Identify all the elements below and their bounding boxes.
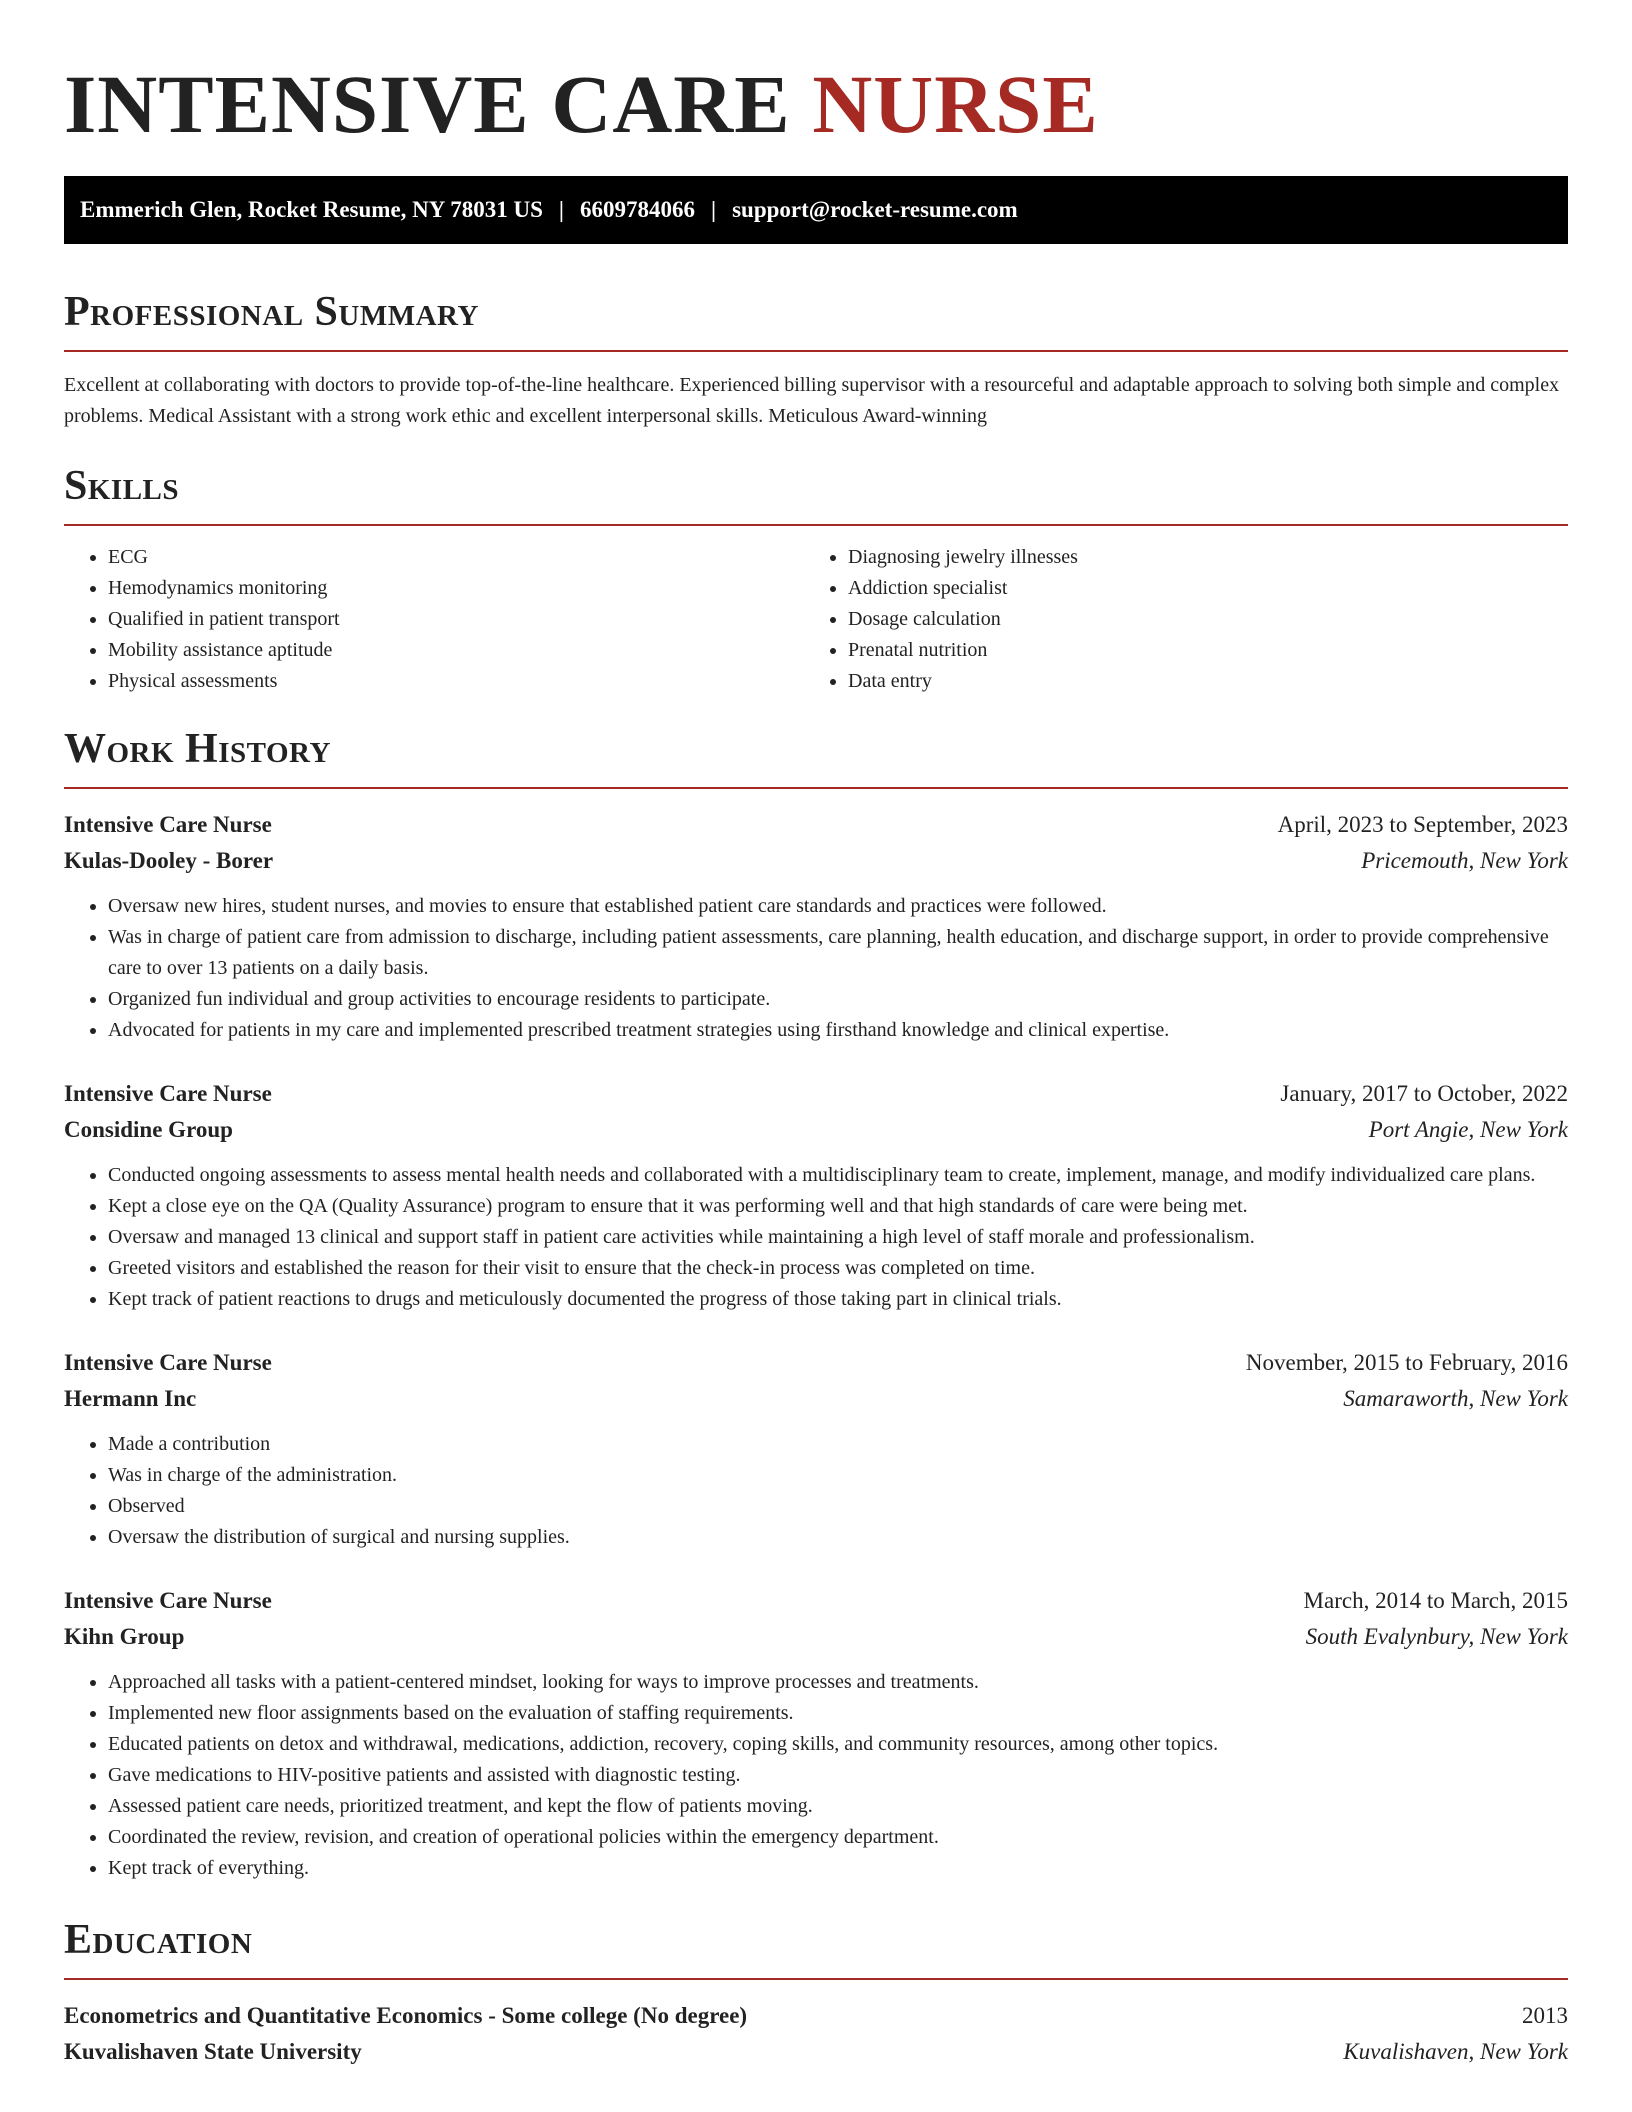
job-duty: • Oversaw and managed 13 clinical and support staff in patient care activities while maintaining a high level of staff morale and professionalism. xyxy=(108,1222,1568,1253)
job-duty: • Advocated for patients in my care and implemented prescribed treatment strategies using firsthand knowledge and clinical expertise. xyxy=(108,1015,1568,1046)
job-entry xyxy=(64,807,1568,1046)
skill-item: • Prenatal nutrition xyxy=(848,635,1544,666)
education-heading: Education xyxy=(64,1916,1568,1980)
job-duty: • Was in charge of the administration. xyxy=(108,1460,1568,1491)
contact-separator: | xyxy=(711,197,717,222)
job-dates: January, 2017 to October, 2022 xyxy=(1280,1081,1568,1106)
skills-column-right xyxy=(804,542,1544,697)
job-dates: November, 2015 to February, 2016 xyxy=(1245,1350,1568,1375)
job-dates: April, 2023 to September, 2023 xyxy=(1277,812,1568,837)
job-duty: • Made a contribution xyxy=(108,1429,1568,1460)
summary-heading: Professional Summary xyxy=(64,288,1568,352)
skill-item: • Addiction specialist xyxy=(848,573,1544,604)
resume-title xyxy=(64,0,1568,152)
contact-email: support@rocket-resume.com xyxy=(732,197,1018,222)
title-main: INTENSIVE CARE xyxy=(64,58,791,150)
job-duty: • Was in charge of patient care from admission to discharge, including patient assessments, care planning, health education, and discharge support, in order to provide comprehensive care to over 13 patients on a daily basis. xyxy=(108,922,1568,984)
contact-address: Emmerich Glen, Rocket Resume, NY 78031 US xyxy=(80,197,543,222)
job-title: Intensive Care Nurse xyxy=(64,1588,272,1613)
education-school: Kuvalishaven State University xyxy=(64,2039,362,2064)
skill-item: • Diagnosing jewelry illnesses xyxy=(848,542,1544,573)
skills-list xyxy=(64,542,1568,697)
job-entry xyxy=(64,1076,1568,1315)
education-year: 2013 xyxy=(1522,2003,1568,2028)
job-duty: • Kept a close eye on the QA (Quality Assurance) program to ensure that it was performing well and that high standards of care were being met. xyxy=(108,1191,1568,1222)
summary-text: Excellent at collaborating with doctors to provide top-of-the-line healthcare. Experienced billing supervisor with a resourceful and adaptable approach to solving both simple and complex problems. Medical Assistant with a strong work ethic and excellent interpersonal skills. Meticulous Award-winning xyxy=(64,374,1560,427)
education-degree: Econometrics and Quantitative Economics - Some college (No degree) xyxy=(64,2003,748,2028)
job-duty: • Kept track of everything. xyxy=(108,1853,1568,1884)
job-duties xyxy=(64,1429,1568,1553)
job-duties xyxy=(64,1667,1568,1884)
skill-item: • Physical assessments xyxy=(108,666,804,697)
skill-item: • ECG xyxy=(108,542,804,573)
education-location: Kuvalishaven, New York xyxy=(1343,2039,1568,2064)
skill-item: • Qualified in patient transport xyxy=(108,604,804,635)
job-title: Intensive Care Nurse xyxy=(64,1350,272,1375)
job-title: Intensive Care Nurse xyxy=(64,1081,272,1106)
contact-phone: 6609784066 xyxy=(580,197,695,222)
skill-item: • Dosage calculation xyxy=(848,604,1544,635)
skill-item: • Data entry xyxy=(848,666,1544,697)
job-location: Pricemouth, New York xyxy=(1361,848,1568,873)
work-history-heading: Work History xyxy=(64,725,1568,789)
job-location: Port Angie, New York xyxy=(1368,1117,1568,1142)
job-company: Hermann Inc xyxy=(64,1386,197,1411)
title-accent: NURSE xyxy=(812,58,1099,150)
job-duty: • Oversaw new hires, student nurses, and movies to ensure that established patient care standards and practices were followed. xyxy=(108,891,1568,922)
job-duty: • Gave medications to HIV-positive patients and assisted with diagnostic testing. xyxy=(108,1760,1568,1791)
job-duty: • Oversaw the distribution of surgical and nursing supplies. xyxy=(108,1522,1568,1553)
job-duty: • Implemented new floor assignments based on the evaluation of staffing requirements. xyxy=(108,1698,1568,1729)
job-duty: • Assessed patient care needs, prioritized treatment, and kept the flow of patients moving. xyxy=(108,1791,1568,1822)
skills-heading: Skills xyxy=(64,462,1568,526)
job-duty: • Educated patients on detox and withdrawal, medications, addiction, recovery, coping skills, and community resources, among other topics. xyxy=(108,1729,1568,1760)
job-duties xyxy=(64,1160,1568,1315)
job-duty: • Greeted visitors and established the reason for their visit to ensure that the check-in process was completed on time. xyxy=(108,1253,1568,1284)
job-entry xyxy=(64,1583,1568,1884)
job-location: Samaraworth, New York xyxy=(1343,1386,1568,1411)
job-duties xyxy=(64,891,1568,1046)
job-company: Considine Group xyxy=(64,1117,233,1142)
job-entry xyxy=(64,1345,1568,1553)
job-company: Kihn Group xyxy=(64,1624,185,1649)
job-location: South Evalynbury, New York xyxy=(1305,1624,1568,1649)
skill-item: • Mobility assistance aptitude xyxy=(108,635,804,666)
skill-item: • Hemodynamics monitoring xyxy=(108,573,804,604)
job-duty: • Kept track of patient reactions to drugs and meticulously documented the progress of those taking part in clinical trials. xyxy=(108,1284,1568,1315)
contact-separator: | xyxy=(558,197,564,222)
job-duty: • Observed xyxy=(108,1491,1568,1522)
job-dates: March, 2014 to March, 2015 xyxy=(1303,1588,1568,1613)
job-company: Kulas-Dooley - Borer xyxy=(64,848,274,873)
job-duty: • Coordinated the review, revision, and creation of operational policies within the emergency department. xyxy=(108,1822,1568,1853)
job-duty: • Approached all tasks with a patient-centered mindset, looking for ways to improve processes and treatments. xyxy=(108,1667,1568,1698)
job-duty: • Organized fun individual and group activities to encourage residents to participate. xyxy=(108,984,1568,1015)
job-duty: • Conducted ongoing assessments to assess mental health needs and collaborated with a multidisciplinary team to create, implement, manage, and modify individualized care plans. xyxy=(108,1160,1568,1191)
contact-bar xyxy=(64,176,1568,244)
skills-column-left xyxy=(64,542,804,697)
job-title: Intensive Care Nurse xyxy=(64,812,272,837)
education-entry xyxy=(64,1998,1568,2070)
